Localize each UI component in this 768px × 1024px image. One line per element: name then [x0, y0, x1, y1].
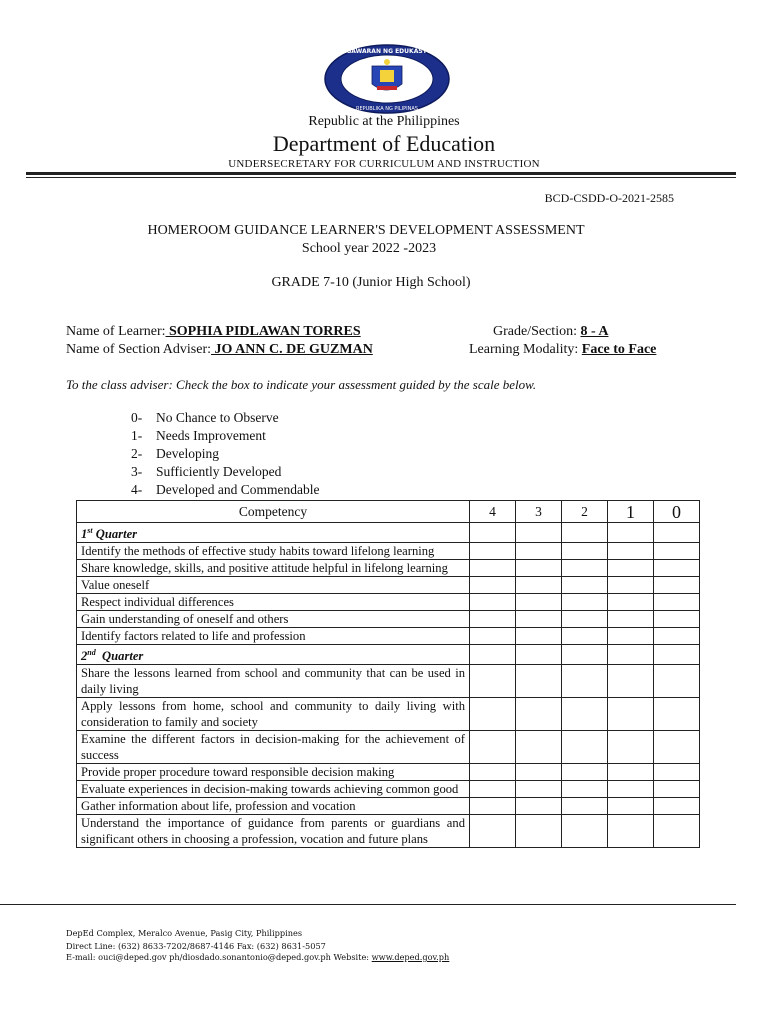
- scale-item: [131, 446, 219, 462]
- competency-text: Share knowledge, skills, and positive attitude helpful in lifelong learning: [77, 560, 470, 577]
- score-2-header: 2: [562, 501, 608, 523]
- school-year: School year 2022 -2023: [301, 241, 437, 256]
- scale-number: 2-: [131, 446, 143, 461]
- competency-text: Provide proper procedure toward responsible decision making: [77, 764, 470, 781]
- score-4-checkbox[interactable]: [470, 815, 516, 848]
- department-heading: Department of Education: [272, 131, 496, 156]
- competency-header: Competency: [77, 501, 470, 523]
- republic-heading: Republic at the Philippines: [308, 114, 460, 129]
- grade-level: GRADE 7-10 (Junior High School): [271, 275, 471, 290]
- score-3-checkbox[interactable]: [516, 543, 562, 560]
- adviser-name-field: [66, 342, 373, 358]
- competency-row: [77, 543, 700, 560]
- footer-address: DepEd Complex, Meralco Avenue, Pasig City, Philippines: [66, 928, 303, 938]
- score-2-checkbox[interactable]: [562, 645, 608, 665]
- score-0-checkbox[interactable]: [654, 815, 700, 848]
- score-3-checkbox[interactable]: [516, 645, 562, 665]
- score-1-checkbox[interactable]: [608, 798, 654, 815]
- competency-table: [76, 500, 700, 848]
- scale-label: No Chance to Observe: [156, 410, 279, 425]
- svg-text:KAGAWARAN NG EDUKASYON: KAGAWARAN NG EDUKASYON: [337, 48, 437, 55]
- competency-text: Evaluate experiences in decision-making towards achieving common good: [77, 781, 470, 798]
- learning-modality-value: Face to Face: [581, 342, 657, 357]
- competency-row: [77, 577, 700, 594]
- scale-label: Developing: [156, 446, 219, 461]
- score-0-checkbox[interactable]: [654, 577, 700, 594]
- scale-number: 3-: [131, 464, 143, 479]
- quarter-ordinal: nd: [87, 648, 96, 658]
- competency-text: Understand the importance of guidance from parents or guardians and significant others in choosing a profession, vocation and future plans: [77, 815, 470, 848]
- score-3-checkbox[interactable]: [516, 560, 562, 577]
- competency-row: [77, 698, 700, 731]
- header-divider-thin: [26, 177, 736, 178]
- score-2-checkbox[interactable]: [562, 611, 608, 628]
- score-0-checkbox[interactable]: [654, 781, 700, 798]
- competency-text: Gain understanding of oneself and others: [77, 611, 470, 628]
- competency-text: Identify factors related to life and profession: [77, 628, 470, 645]
- score-0-checkbox[interactable]: [654, 798, 700, 815]
- score-3-header: 3: [516, 501, 562, 523]
- competency-text: Share the lessons learned from school and community that can be used in daily living: [77, 665, 470, 698]
- score-3-checkbox[interactable]: [516, 594, 562, 611]
- score-2-checkbox[interactable]: [562, 781, 608, 798]
- score-1-header: 1: [608, 501, 654, 523]
- score-2-checkbox[interactable]: [562, 815, 608, 848]
- score-4-checkbox[interactable]: [470, 665, 516, 698]
- score-0-checkbox[interactable]: [654, 764, 700, 781]
- footer-website-link[interactable]: www.deped.gov.ph: [371, 952, 450, 962]
- competency-row: [77, 665, 700, 698]
- score-2-checkbox[interactable]: [562, 543, 608, 560]
- competency-row: [77, 594, 700, 611]
- score-1-checkbox[interactable]: [608, 543, 654, 560]
- grade-section-value: 8 - A: [580, 324, 609, 339]
- score-4-checkbox[interactable]: [470, 577, 516, 594]
- competency-row: [77, 798, 700, 815]
- scale-item: [131, 464, 281, 480]
- learner-name-field: [66, 324, 361, 340]
- table-header-row: [77, 501, 700, 523]
- learning-modality-field: [469, 342, 656, 358]
- score-1-checkbox[interactable]: [608, 577, 654, 594]
- scale-label: Needs Improvement: [156, 428, 266, 443]
- score-3-checkbox[interactable]: [516, 698, 562, 731]
- score-1-checkbox[interactable]: [608, 628, 654, 645]
- competency-text: Identify the methods of effective study habits toward lifelong learning: [77, 543, 470, 560]
- score-0-checkbox[interactable]: [654, 611, 700, 628]
- score-3-checkbox[interactable]: [516, 798, 562, 815]
- scale-item: [131, 410, 279, 426]
- learner-name-value: SOPHIA PIDLAWAN TORRES: [165, 324, 361, 339]
- footer-email-text: E-mail: ouci@deped.gov ph/diosdado.sonantonio@deped.gov.ph Website:: [66, 952, 372, 962]
- score-4-header: 4: [470, 501, 516, 523]
- score-3-checkbox[interactable]: [516, 764, 562, 781]
- score-1-checkbox[interactable]: [608, 523, 654, 543]
- score-4-checkbox[interactable]: [470, 698, 516, 731]
- scale-label: Sufficiently Developed: [156, 464, 282, 479]
- quarter-number: 1: [81, 527, 88, 542]
- competency-text: Gather information about life, profession and vocation: [77, 798, 470, 815]
- footer-email: [66, 952, 449, 962]
- score-4-checkbox[interactable]: [470, 523, 516, 543]
- score-4-checkbox[interactable]: [470, 781, 516, 798]
- score-3-checkbox[interactable]: [516, 577, 562, 594]
- score-2-checkbox[interactable]: [562, 560, 608, 577]
- quarter-label: [77, 523, 470, 543]
- score-4-checkbox[interactable]: [470, 611, 516, 628]
- score-3-checkbox[interactable]: [516, 781, 562, 798]
- score-3-checkbox[interactable]: [516, 731, 562, 764]
- instruction-text: To the class adviser: Check the box to indicate your assessment guided by the scale below.: [66, 377, 537, 392]
- score-0-checkbox[interactable]: [654, 698, 700, 731]
- score-1-checkbox[interactable]: [608, 665, 654, 698]
- score-1-checkbox[interactable]: [608, 645, 654, 665]
- competency-row: [77, 764, 700, 781]
- score-2-checkbox[interactable]: [562, 798, 608, 815]
- footer-phone: Direct Line: (632) 8633-7202/8687-4146 Fax: (632) 8631-5057: [66, 941, 326, 951]
- scale-item: [131, 428, 266, 444]
- score-1-checkbox[interactable]: [608, 594, 654, 611]
- score-1-checkbox[interactable]: [608, 731, 654, 764]
- quarter-ordinal: st: [87, 526, 93, 535]
- score-4-checkbox[interactable]: [470, 628, 516, 645]
- competency-text: Respect individual differences: [77, 594, 470, 611]
- competency-text: Examine the different factors in decision-making for the achievement of success: [77, 731, 470, 764]
- score-2-checkbox[interactable]: [562, 764, 608, 781]
- score-0-checkbox[interactable]: [654, 543, 700, 560]
- competency-text: Value oneself: [77, 577, 470, 594]
- scale-number: 4-: [131, 482, 143, 497]
- memo-code: BCD-CSDD-O-2021-2585: [544, 191, 674, 205]
- competency-row: [77, 560, 700, 577]
- grade-section-field: [493, 324, 608, 340]
- scale-item: [131, 482, 319, 498]
- score-0-header: 0: [654, 501, 700, 523]
- score-3-checkbox[interactable]: [516, 815, 562, 848]
- score-4-checkbox[interactable]: [470, 645, 516, 665]
- score-4-checkbox[interactable]: [470, 731, 516, 764]
- score-4-checkbox[interactable]: [470, 798, 516, 815]
- score-0-checkbox[interactable]: [654, 645, 700, 665]
- quarter-text: Quarter: [95, 649, 144, 664]
- learner-name-label: Name of Learner:: [66, 324, 166, 339]
- score-2-checkbox[interactable]: [562, 594, 608, 611]
- competency-text: Apply lessons from home, school and community to daily living with consideration to family and society: [77, 698, 470, 731]
- score-4-checkbox[interactable]: [470, 764, 516, 781]
- svg-text:REPUBLIKA NG PILIPINAS: REPUBLIKA NG PILIPINAS: [356, 106, 418, 112]
- deped-seal-logo: [322, 44, 452, 114]
- score-0-checkbox[interactable]: [654, 594, 700, 611]
- quarter-header-row: [77, 523, 700, 543]
- score-3-checkbox[interactable]: [516, 665, 562, 698]
- adviser-name-label: Name of Section Adviser:: [66, 342, 212, 357]
- scale-number: 1-: [131, 428, 143, 443]
- score-1-checkbox[interactable]: [608, 560, 654, 577]
- score-0-checkbox[interactable]: [654, 731, 700, 764]
- score-1-checkbox[interactable]: [608, 815, 654, 848]
- score-0-checkbox[interactable]: [654, 665, 700, 698]
- score-3-checkbox[interactable]: [516, 611, 562, 628]
- score-2-checkbox[interactable]: [562, 698, 608, 731]
- score-0-checkbox[interactable]: [654, 523, 700, 543]
- document-title: HOMEROOM GUIDANCE LEARNER'S DEVELOPMENT ASSESSMENT: [147, 223, 585, 238]
- score-4-checkbox[interactable]: [470, 543, 516, 560]
- score-4-checkbox[interactable]: [470, 560, 516, 577]
- score-2-checkbox[interactable]: [562, 628, 608, 645]
- quarter-number: 2: [81, 649, 88, 664]
- score-1-checkbox[interactable]: [608, 611, 654, 628]
- score-2-checkbox[interactable]: [562, 523, 608, 543]
- grade-section-label: Grade/Section:: [493, 324, 577, 339]
- competency-row: [77, 781, 700, 798]
- score-0-checkbox[interactable]: [654, 560, 700, 577]
- score-2-checkbox[interactable]: [562, 577, 608, 594]
- competency-row: [77, 628, 700, 645]
- adviser-name-value: JO ANN C. DE GUZMAN: [211, 342, 373, 357]
- score-3-checkbox[interactable]: [516, 628, 562, 645]
- quarter-label: [77, 645, 470, 665]
- header-divider-thick: [26, 172, 736, 175]
- scale-label: Developed and Commendable: [156, 482, 320, 497]
- quarter-header-row: [77, 645, 700, 665]
- score-4-checkbox[interactable]: [470, 594, 516, 611]
- score-3-checkbox[interactable]: [516, 523, 562, 543]
- score-1-checkbox[interactable]: [608, 764, 654, 781]
- score-1-checkbox[interactable]: [608, 781, 654, 798]
- competency-row: [77, 731, 700, 764]
- score-2-checkbox[interactable]: [562, 731, 608, 764]
- undersecretary-heading: UNDERSECRETARY FOR CURRICULUM AND INSTRUCTION: [228, 158, 540, 170]
- learning-modality-label: Learning Modality:: [469, 342, 579, 357]
- scale-number: 0-: [131, 410, 143, 425]
- score-0-checkbox[interactable]: [654, 628, 700, 645]
- quarter-text: Quarter: [92, 527, 138, 542]
- score-1-checkbox[interactable]: [608, 698, 654, 731]
- competency-row: [77, 815, 700, 848]
- score-2-checkbox[interactable]: [562, 665, 608, 698]
- footer-divider: [0, 904, 736, 905]
- competency-row: [77, 611, 700, 628]
